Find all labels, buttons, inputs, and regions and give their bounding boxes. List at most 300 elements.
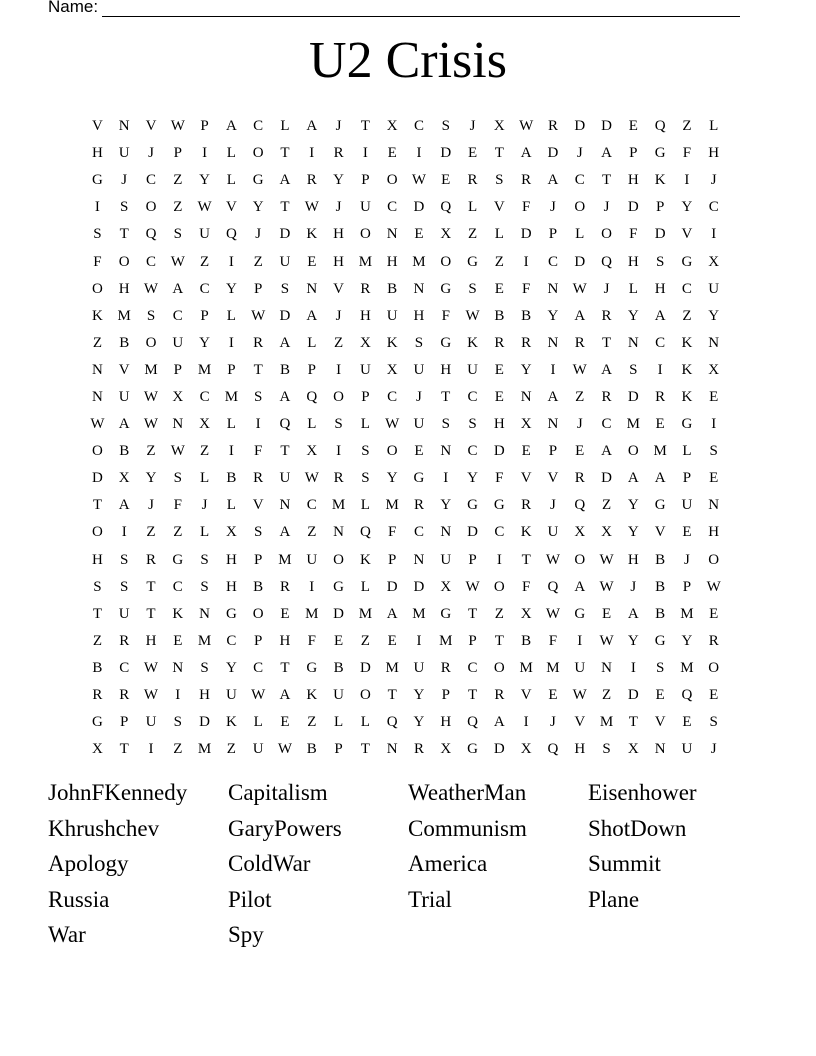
grid-letter: S bbox=[120, 578, 129, 595]
grid-letter: H bbox=[493, 416, 505, 433]
grid-letter: E bbox=[709, 605, 719, 622]
grid-letter: D bbox=[333, 605, 344, 622]
grid-letter: X bbox=[708, 253, 720, 270]
grid-letter: H bbox=[627, 253, 639, 270]
grid-letter: F bbox=[441, 307, 450, 324]
grid-letter: E bbox=[709, 470, 719, 487]
grid-letter: R bbox=[574, 334, 585, 351]
grid-letter: W bbox=[277, 741, 293, 758]
grid-letter: L bbox=[360, 578, 370, 595]
grid-letter: Q bbox=[359, 524, 371, 541]
grid-letter: B bbox=[655, 605, 666, 622]
grid-letter: P bbox=[173, 361, 182, 378]
grid-letter: V bbox=[333, 280, 344, 297]
grid-letter: I bbox=[550, 361, 556, 378]
grid-letter: M bbox=[412, 605, 426, 622]
grid-letter: N bbox=[547, 280, 559, 297]
grid-letter: C bbox=[708, 199, 719, 216]
grid-letter: O bbox=[145, 334, 157, 351]
grid-letter: H bbox=[333, 226, 344, 243]
grid-letter: X bbox=[574, 524, 586, 541]
grid-letter: T bbox=[280, 145, 290, 162]
grid-letter: H bbox=[359, 307, 371, 324]
grid-letter: R bbox=[494, 334, 505, 351]
grid-letter: V bbox=[225, 199, 237, 216]
word-list-item: Plane bbox=[588, 886, 640, 912]
grid-letter: J bbox=[148, 497, 154, 514]
grid-letter: M bbox=[626, 416, 640, 433]
grid-letter: V bbox=[654, 524, 666, 541]
grid-letter: O bbox=[493, 659, 505, 676]
grid-letter: N bbox=[547, 416, 559, 433]
grid-letter: T bbox=[494, 632, 504, 649]
grid-letter: I bbox=[228, 443, 234, 460]
grid-letter: R bbox=[440, 659, 451, 676]
grid-letter: U bbox=[172, 334, 184, 351]
grid-letter: K bbox=[91, 307, 103, 324]
grid-letter: S bbox=[200, 578, 209, 595]
grid-letter: Z bbox=[173, 199, 183, 216]
grid-letter: Z bbox=[253, 253, 263, 270]
grid-letter: Q bbox=[225, 226, 237, 243]
grid-letter: L bbox=[333, 714, 344, 731]
grid-letter: L bbox=[682, 443, 692, 460]
grid-letter: R bbox=[92, 687, 103, 704]
grid-letter: R bbox=[279, 578, 290, 595]
grid-letter: X bbox=[627, 741, 639, 758]
grid-letter: H bbox=[708, 524, 720, 541]
grid-letter: C bbox=[172, 578, 183, 595]
grid-letter: P bbox=[655, 199, 665, 216]
grid-letter: J bbox=[148, 145, 154, 162]
grid-letter: U bbox=[118, 145, 130, 162]
grid-letter: U bbox=[681, 741, 693, 758]
grid-letter: J bbox=[550, 497, 556, 514]
grid-letter: S bbox=[146, 307, 156, 324]
grid-letter: U bbox=[199, 226, 210, 243]
grid-letter: J bbox=[684, 551, 690, 568]
grid-letter: J bbox=[335, 307, 342, 324]
grid-letter: G bbox=[467, 741, 478, 758]
grid-letter: I bbox=[523, 714, 529, 731]
grid-letter: I bbox=[121, 524, 127, 541]
grid-letter: A bbox=[279, 172, 291, 189]
grid-letter: E bbox=[601, 605, 612, 622]
grid-letter: T bbox=[146, 578, 156, 595]
grid-letter: R bbox=[547, 118, 558, 135]
grid-letter: A bbox=[654, 470, 666, 487]
grid-letter: X bbox=[601, 524, 612, 541]
grid-letter: S bbox=[334, 416, 343, 433]
grid-letter: S bbox=[629, 361, 638, 378]
grid-letter: F bbox=[93, 253, 102, 270]
grid-letter: B bbox=[521, 632, 532, 649]
grid-letter: T bbox=[494, 145, 504, 162]
grid-letter: Z bbox=[360, 632, 370, 649]
grid-letter: S bbox=[441, 416, 450, 433]
grid-letter: M bbox=[224, 388, 239, 405]
grid-letter: F bbox=[173, 497, 182, 514]
grid-letter: N bbox=[91, 361, 103, 378]
grid-letter: R bbox=[655, 388, 666, 405]
grid-letter: J bbox=[550, 199, 556, 216]
grid-letter: M bbox=[680, 605, 694, 622]
word-list-item: Apology bbox=[48, 851, 129, 877]
grid-letter: S bbox=[361, 470, 370, 487]
grid-letter: C bbox=[467, 388, 478, 405]
grid-letter: Y bbox=[386, 470, 398, 487]
grid-letter: S bbox=[468, 416, 477, 433]
grid-letter: A bbox=[520, 145, 532, 162]
grid-letter: K bbox=[225, 714, 237, 731]
grid-letter: J bbox=[576, 416, 583, 433]
grid-letter: S bbox=[655, 253, 665, 270]
grid-letter: P bbox=[682, 578, 692, 595]
grid-letter: X bbox=[225, 524, 237, 541]
word-list-item: ShotDown bbox=[588, 815, 687, 841]
grid-letter: T bbox=[360, 741, 370, 758]
grid-letter: Q bbox=[306, 388, 318, 405]
grid-letter: G bbox=[91, 714, 103, 731]
grid-letter: A bbox=[118, 416, 130, 433]
grid-letter: L bbox=[360, 497, 370, 514]
grid-letter: S bbox=[200, 551, 209, 568]
grid-letter: P bbox=[361, 172, 370, 189]
grid-letter: L bbox=[307, 416, 317, 433]
grid-letter: N bbox=[520, 388, 532, 405]
grid-letter: K bbox=[681, 334, 693, 351]
grid-letter: C bbox=[172, 307, 183, 324]
grid-letter: Y bbox=[627, 497, 639, 514]
grid-letter: U bbox=[467, 361, 478, 378]
grid-letter: Z bbox=[307, 714, 317, 731]
grid-letter: W bbox=[545, 605, 561, 622]
grid-letter: Z bbox=[146, 524, 156, 541]
grid-letter: K bbox=[520, 524, 532, 541]
grid-letter: R bbox=[413, 741, 424, 758]
grid-letter: D bbox=[359, 659, 371, 676]
grid-letter: G bbox=[440, 280, 452, 297]
grid-letter: C bbox=[494, 524, 505, 541]
grid-letter: T bbox=[280, 199, 290, 216]
grid-letter: M bbox=[278, 551, 292, 568]
grid-letter: I bbox=[336, 443, 342, 460]
grid-letter: O bbox=[359, 687, 371, 704]
grid-letter: A bbox=[279, 687, 291, 704]
grid-letter: N bbox=[708, 497, 720, 514]
grid-letter: J bbox=[603, 199, 610, 216]
grid-letter: J bbox=[335, 118, 342, 135]
grid-letter: Z bbox=[467, 226, 478, 243]
grid-letter: I bbox=[523, 253, 529, 270]
word-list-item: America bbox=[408, 851, 488, 877]
grid-letter: K bbox=[467, 334, 478, 351]
grid-letter: O bbox=[91, 524, 103, 541]
grid-letter: C bbox=[467, 443, 478, 460]
grid-letter: U bbox=[279, 470, 291, 487]
grid-letter: R bbox=[601, 307, 612, 324]
grid-letter: L bbox=[360, 416, 370, 433]
grid-letter: W bbox=[572, 361, 587, 378]
grid-letter: B bbox=[655, 578, 666, 595]
grid-letter: R bbox=[119, 632, 130, 649]
grid-letter: U bbox=[118, 388, 130, 405]
grid-letter: M bbox=[331, 497, 346, 514]
grid-letter: F bbox=[387, 524, 397, 541]
grid-letter: I bbox=[362, 145, 368, 162]
grid-letter: B bbox=[306, 741, 317, 758]
grid-letter: J bbox=[201, 497, 208, 514]
grid-letter: O bbox=[118, 253, 130, 270]
grid-letter: O bbox=[493, 578, 505, 595]
grid-letter: M bbox=[197, 361, 212, 378]
grid-letter: G bbox=[172, 551, 184, 568]
grid-letter: X bbox=[118, 470, 130, 487]
grid-letter: O bbox=[627, 443, 639, 460]
grid-letter: C bbox=[119, 659, 130, 676]
grid-letter: L bbox=[280, 118, 290, 135]
grid-letter: I bbox=[228, 334, 234, 351]
word-list-item: WeatherMan bbox=[408, 780, 527, 805]
grid-letter: A bbox=[279, 388, 291, 405]
grid-letter: K bbox=[306, 226, 318, 243]
grid-letter: G bbox=[333, 578, 344, 595]
grid-letter: N bbox=[413, 280, 425, 297]
grid-letter: O bbox=[708, 551, 720, 568]
grid-letter: Z bbox=[333, 334, 344, 351]
grid-letter: D bbox=[627, 388, 639, 405]
grid-letter: Y bbox=[708, 307, 720, 324]
grid-letter: L bbox=[200, 470, 210, 487]
grid-letter: T bbox=[601, 334, 612, 351]
grid-letter: X bbox=[520, 605, 532, 622]
grid-letter: D bbox=[91, 470, 103, 487]
grid-letter: B bbox=[387, 280, 398, 297]
grid-letter: C bbox=[387, 388, 398, 405]
grid-letter: A bbox=[627, 470, 639, 487]
grid-letter: Y bbox=[199, 334, 210, 351]
grid-letter: L bbox=[467, 199, 478, 216]
grid-letter: N bbox=[440, 524, 452, 541]
grid-letter: P bbox=[682, 470, 692, 487]
grid-letter: V bbox=[547, 470, 559, 487]
grid-letter: W bbox=[519, 118, 534, 135]
grid-letter: F bbox=[548, 632, 558, 649]
grid-letter: O bbox=[708, 659, 720, 676]
grid-letter: E bbox=[333, 632, 344, 649]
grid-letter: D bbox=[493, 443, 505, 460]
grid-letter: S bbox=[361, 443, 370, 460]
grid-letter: A bbox=[225, 118, 237, 135]
grid-letter: S bbox=[280, 280, 290, 297]
grid-letter: S bbox=[468, 280, 477, 297]
grid-letter: M bbox=[439, 632, 453, 649]
grid-letter: Y bbox=[467, 470, 478, 487]
grid-letter: D bbox=[440, 145, 452, 162]
grid-letter: S bbox=[173, 470, 182, 487]
grid-letter: V bbox=[520, 687, 532, 704]
grid-letter: P bbox=[468, 632, 477, 649]
grid-letter: G bbox=[306, 659, 318, 676]
grid-letter: Z bbox=[601, 497, 612, 514]
grid-letter: O bbox=[252, 145, 264, 162]
page-title: U2 Crisis bbox=[309, 32, 507, 89]
word-list-item: Khrushchev bbox=[48, 815, 160, 841]
grid-letter: I bbox=[228, 253, 234, 270]
grid-letter: V bbox=[493, 199, 505, 216]
grid-letter: S bbox=[655, 659, 665, 676]
grid-letter: T bbox=[253, 361, 263, 378]
grid-letter: F bbox=[521, 280, 531, 297]
grid-letter: H bbox=[279, 632, 291, 649]
grid-letter: F bbox=[629, 226, 638, 243]
grid-letter: J bbox=[255, 226, 262, 243]
grid-letter: H bbox=[627, 551, 639, 568]
grid-letter: E bbox=[628, 118, 638, 135]
grid-letter: B bbox=[279, 361, 290, 378]
grid-letter: G bbox=[252, 172, 264, 189]
grid-letter: J bbox=[550, 714, 556, 731]
grid-letter: H bbox=[413, 307, 425, 324]
grid-letter: J bbox=[603, 280, 610, 297]
grid-letter: U bbox=[252, 741, 264, 758]
grid-letter: F bbox=[682, 145, 692, 162]
grid-letter: A bbox=[654, 307, 666, 324]
grid-letter: M bbox=[412, 253, 426, 270]
grid-letter: N bbox=[333, 524, 344, 541]
grid-letter: V bbox=[91, 118, 103, 135]
grid-letter: S bbox=[93, 226, 102, 243]
grid-letter: E bbox=[441, 172, 451, 189]
grid-letter: H bbox=[225, 578, 237, 595]
grid-letter: P bbox=[548, 226, 558, 243]
grid-letter: A bbox=[493, 714, 505, 731]
grid-letter: M bbox=[358, 605, 373, 622]
grid-letter: W bbox=[251, 687, 266, 704]
grid-letter: V bbox=[252, 497, 264, 514]
grid-letter: T bbox=[628, 714, 638, 731]
grid-letter: K bbox=[172, 605, 184, 622]
grid-letter: C bbox=[413, 118, 424, 135]
grid-letter: T bbox=[467, 687, 478, 704]
grid-letter: W bbox=[143, 388, 159, 405]
grid-letter: K bbox=[359, 551, 371, 568]
grid-letter: S bbox=[602, 741, 611, 758]
grid-letter: H bbox=[654, 280, 666, 297]
grid-letter: W bbox=[545, 551, 561, 568]
grid-letter: K bbox=[681, 388, 693, 405]
grid-letter: N bbox=[386, 741, 398, 758]
grid-letter: D bbox=[574, 118, 586, 135]
grid-letter: Z bbox=[92, 334, 102, 351]
grid-letter: L bbox=[200, 524, 210, 541]
grid-letter: D bbox=[279, 307, 291, 324]
grid-letter: D bbox=[547, 145, 559, 162]
grid-letter: C bbox=[199, 280, 210, 297]
grid-letter: Q bbox=[601, 253, 612, 270]
grid-letter: M bbox=[144, 361, 158, 378]
grid-letter: Z bbox=[173, 741, 183, 758]
grid-letter: H bbox=[574, 741, 586, 758]
grid-letter: N bbox=[306, 280, 318, 297]
grid-letter: Y bbox=[145, 470, 157, 487]
grid-letter: R bbox=[360, 280, 371, 297]
grid-letter: X bbox=[172, 388, 184, 405]
grid-letter: P bbox=[200, 118, 209, 135]
grid-letter: I bbox=[148, 741, 154, 758]
grid-letter: P bbox=[387, 551, 397, 568]
grid-letter: E bbox=[494, 361, 504, 378]
grid-letter: V bbox=[681, 226, 693, 243]
grid-letter: A bbox=[627, 605, 639, 622]
grid-letter: C bbox=[467, 659, 478, 676]
grid-letter: N bbox=[627, 334, 639, 351]
grid-letter: Z bbox=[92, 632, 102, 649]
grid-letter: D bbox=[199, 714, 210, 731]
grid-letter: A bbox=[279, 524, 291, 541]
grid-letter: L bbox=[575, 226, 585, 243]
grid-letter: P bbox=[120, 714, 129, 731]
grid-letter: C bbox=[306, 497, 317, 514]
grid-letter: E bbox=[387, 632, 397, 649]
word-list-item: Trial bbox=[408, 886, 452, 912]
grid-letter: U bbox=[386, 307, 398, 324]
grid-letter: H bbox=[225, 551, 237, 568]
grid-letter: Y bbox=[440, 497, 452, 514]
grid-letter: N bbox=[654, 741, 666, 758]
grid-letter: N bbox=[547, 334, 559, 351]
grid-letter: Q bbox=[547, 578, 559, 595]
grid-letter: O bbox=[386, 443, 398, 460]
grid-letter: Z bbox=[601, 687, 612, 704]
grid-letter: I bbox=[416, 632, 422, 649]
grid-letter: S bbox=[254, 524, 263, 541]
grid-letter: I bbox=[309, 145, 315, 162]
grid-letter: J bbox=[335, 199, 342, 216]
grid-letter: X bbox=[359, 334, 371, 351]
grid-letter: W bbox=[599, 551, 614, 568]
grid-letter: I bbox=[496, 551, 502, 568]
grid-letter: Z bbox=[494, 253, 504, 270]
grid-letter: H bbox=[440, 361, 452, 378]
grid-letter: N bbox=[279, 497, 291, 514]
grid-letter: M bbox=[599, 714, 614, 731]
grid-letter: D bbox=[654, 226, 666, 243]
grid-letter: P bbox=[254, 632, 263, 649]
grid-letter: D bbox=[627, 199, 639, 216]
grid-letter: J bbox=[416, 388, 422, 405]
grid-letter: I bbox=[416, 145, 422, 162]
grid-letter: Y bbox=[681, 632, 693, 649]
grid-letter: S bbox=[200, 659, 209, 676]
grid-letter: H bbox=[199, 687, 210, 704]
grid-letter: W bbox=[90, 416, 105, 433]
grid-letter: D bbox=[386, 578, 398, 595]
grid-letter: G bbox=[467, 253, 478, 270]
grid-letter: B bbox=[119, 443, 130, 460]
grid-letter: A bbox=[601, 361, 612, 378]
grid-letter: P bbox=[254, 280, 263, 297]
grid-letter: E bbox=[280, 605, 290, 622]
grid-letter: J bbox=[121, 172, 128, 189]
grid-letter: Y bbox=[627, 307, 639, 324]
grid-letter: C bbox=[655, 334, 666, 351]
grid-letter: M bbox=[117, 307, 131, 324]
grid-letter: V bbox=[574, 714, 586, 731]
grid-letter: X bbox=[91, 741, 103, 758]
grid-letter: G bbox=[413, 470, 425, 487]
grid-letter: X bbox=[306, 443, 318, 460]
